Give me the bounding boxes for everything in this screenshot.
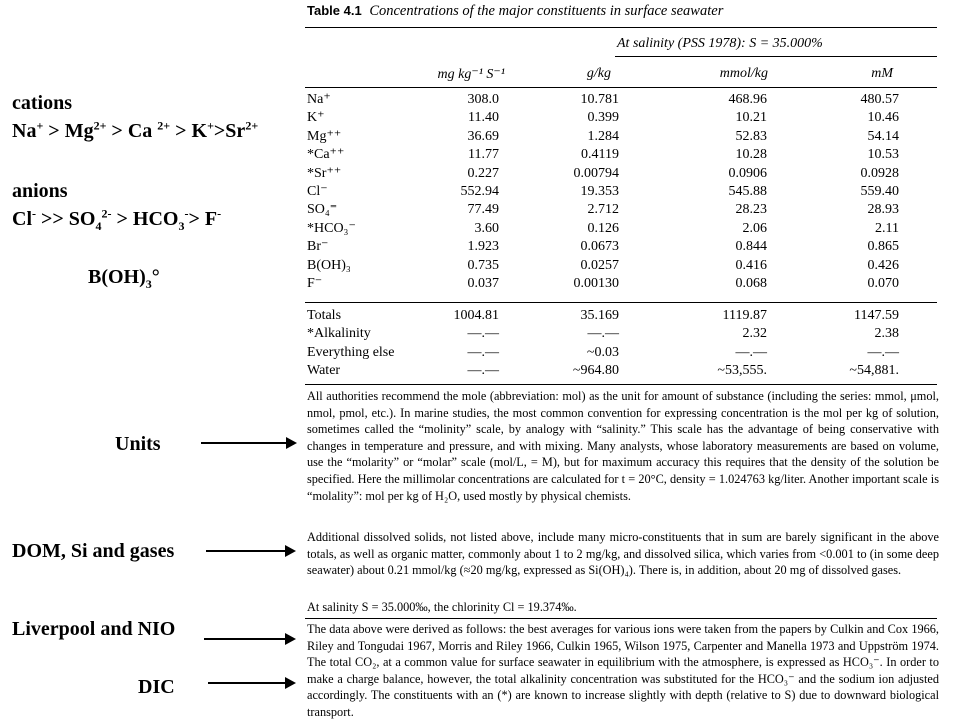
mmol-cell: 468.96	[728, 92, 767, 107]
species-cell: K⁺	[307, 110, 325, 126]
species-cell: Mg⁺⁺	[307, 128, 342, 144]
species-cell: Everything else	[307, 344, 395, 360]
gkg-cell: 0.00130	[573, 276, 619, 291]
mmol-cell: 10.21	[735, 110, 767, 126]
liverpool-arrow-icon	[204, 638, 286, 640]
species-cell: Totals	[307, 308, 342, 323]
table-row	[305, 238, 937, 256]
gkg-cell: ~0.03	[586, 344, 619, 360]
mmol-cell: 2.32	[742, 326, 767, 342]
table-row	[305, 220, 937, 238]
mmol-cell: ~53,555.	[717, 363, 767, 379]
table-row	[305, 109, 937, 127]
mm-cell: 0.0928	[860, 165, 899, 181]
species-cell: *Ca⁺⁺	[307, 147, 345, 163]
mg-cell: 77.49	[467, 202, 499, 218]
mm-cell: ~54,881.	[849, 363, 899, 379]
table-row	[305, 183, 937, 201]
dic-label: DIC	[138, 676, 175, 698]
mg-cell: 0.037	[467, 276, 499, 291]
column-header-mm: mM	[871, 66, 893, 81]
table-caption: Concentrations of the major constituents in surface seawater	[369, 3, 724, 19]
totals-row	[305, 344, 937, 362]
mg-cell: 3.60	[474, 220, 499, 236]
table-bottom-rule	[305, 384, 937, 385]
totals-row	[305, 325, 937, 343]
cations-order: $Na^+ > Mg^{2+} > Ca$ $^{2+} > K^+>Sr^{2+}$	[12, 118, 259, 142]
mg-cell: 11.77	[468, 147, 499, 163]
dom-arrow-icon	[206, 550, 286, 552]
mm-cell: 28.93	[867, 202, 899, 218]
dom-label: DOM, Si and gases	[12, 540, 175, 562]
mmol-cell: 2.06	[742, 220, 767, 236]
mg-cell: 0.735	[467, 257, 499, 273]
gkg-cell: ~964.80	[572, 363, 619, 379]
mmol-cell: 0.068	[735, 276, 767, 291]
table-row	[305, 201, 937, 219]
column-header-mmol: mmol/kg	[719, 66, 768, 81]
mm-cell: 0.865	[867, 239, 899, 255]
mmol-cell: 0.844	[735, 239, 767, 255]
mm-cell: 54.14	[867, 128, 899, 144]
mg-cell: 552.94	[460, 184, 499, 199]
column-header-mg: mg kg⁻¹ S⁻¹	[437, 67, 505, 82]
boric-acid-label: $B(OH)_3^\circ$	[88, 266, 160, 291]
totals-rule	[305, 302, 937, 303]
mg-cell: 1.923	[467, 239, 499, 255]
mg-cell: 1004.81	[453, 308, 499, 323]
book-page	[305, 0, 943, 720]
mmol-cell: 0.416	[735, 257, 767, 273]
mg-cell: —.—	[467, 363, 499, 379]
table-row	[305, 275, 937, 293]
species-cell: *Sr⁺⁺	[307, 165, 342, 181]
totals-row	[305, 362, 937, 380]
species-cell: Br⁻	[307, 239, 329, 255]
dic-arrow-icon	[208, 682, 286, 684]
table-row	[305, 146, 937, 164]
table-row	[305, 91, 937, 109]
anions-order: $Cl^- >> SO_4^{2-} > HCO_3^-> F^-$	[12, 206, 222, 233]
header-rule	[305, 87, 937, 88]
gkg-cell: 0.4119	[581, 147, 619, 163]
gkg-cell: 19.353	[580, 184, 619, 199]
mm-cell: 2.38	[874, 326, 899, 342]
table-row	[305, 128, 937, 146]
table-row	[305, 257, 937, 275]
species-cell: Cl⁻	[307, 184, 328, 199]
mmol-cell: 545.88	[728, 184, 767, 199]
mm-cell: 10.53	[867, 147, 899, 163]
species-cell: *Alkalinity	[307, 326, 371, 342]
gkg-cell: 35.169	[580, 308, 619, 323]
notes-rule	[305, 618, 937, 619]
source-paragraph: The data above were derived as follows: the best averages for various ions were taken from the papers by Culkin and Cox 1966, Riley and Tongudai 1967, Morris and Riley 1966, Culkin 1965, Wilson 1975, Carpenter and Manella 1973 and Uppström 1974. The total CO₂, at a common value for surface seawater in equilibrium with the atmosphere, is expressed as HCO₃⁻. In order to make a charge balance, however, the total alkalinity concentration was substituted for the HCO₃⁻ and the sodium ion adjusted accordingly. The constituents with an (*) are known to increase slightly with depth (relative to S) due to downward biological transport.	[307, 622, 939, 719]
gkg-cell: 0.0673	[580, 239, 619, 255]
totals-row	[305, 307, 937, 325]
dom-paragraph: Additional dissolved solids, not listed above, include many micro-constituents that in sum are barely significant in the above totals, as well as organic matter, commonly about 1 to 2 mg/kg, and dissolved silica, which varies from <0.001 to (in some deep seawater) about 0.21 mmol/kg (≈20 mg/kg, expressed as Si(OH)₄). There is, in addition, about 20 mg of dissolved gases.	[307, 530, 939, 578]
units-label: Units	[115, 433, 161, 455]
mmol-cell: 28.23	[735, 202, 767, 218]
gkg-cell: 10.781	[580, 92, 619, 107]
species-cell: B(OH)₃	[307, 257, 351, 273]
mg-cell: 308.0	[467, 92, 499, 107]
mmol-cell: 10.28	[735, 147, 767, 163]
mm-cell: 0.070	[867, 276, 899, 291]
table-row	[305, 165, 937, 183]
units-arrow-icon	[201, 442, 287, 444]
chlorinity-paragraph: At salinity S = 35.000‰, the chlorinity Cl = 19.374‰.	[307, 600, 577, 614]
salinity-header: At salinity (PSS 1978): S = 35.000%	[617, 36, 823, 51]
species-cell: Na⁺	[307, 92, 331, 107]
mm-cell: 559.40	[860, 184, 899, 199]
units-paragraph: All authorities recommend the mole (abbreviation: mol) as the unit for amount of substance (including the series: mmol, μmol, nmol, pmol, etc.). In marine studies, the most common convention for expressing concentration is the mol per kg of solution, sometimes called the “molinity” scale, by analogy with “salinity.” This scale has the advantage of being conservative with changes in temperature and pressure, and with mixing. Many analysts, whose laboratory measurements are based on volume, use the “molarity” or “molar” scale (mol/L, = M), but for maximum accuracy this requires that the density of the solution be specified. Here the millimolar concentrations are calculated for t = 20°C, density = 1.024763 kg/liter. Another important scale is “molality”: mol per kg of H₂O, used mostly by physical chemists.	[307, 389, 939, 503]
gkg-cell: 0.00794	[573, 165, 619, 181]
mm-cell: 0.426	[867, 257, 899, 273]
mg-cell: —.—	[467, 344, 499, 360]
species-cell: *HCO₃⁻	[307, 220, 356, 236]
gkg-cell: —.—	[587, 326, 619, 342]
species-cell: F⁻	[307, 276, 323, 291]
mm-cell: 10.46	[867, 110, 899, 126]
liverpool-label: Liverpool and NIO	[12, 618, 176, 640]
mm-cell: 1147.59	[854, 308, 899, 323]
mmol-cell: 0.0906	[728, 165, 767, 181]
mg-cell: 11.40	[468, 110, 499, 126]
table-top-rule	[305, 27, 937, 28]
mm-cell: 480.57	[860, 92, 899, 107]
gkg-cell: 0.399	[587, 110, 619, 126]
species-cell: SO₄⁼	[307, 202, 338, 218]
column-header-gkg: g/kg	[586, 66, 611, 81]
mg-cell: 0.227	[467, 165, 499, 181]
gkg-cell: 0.0257	[580, 257, 619, 273]
cations-heading: cations	[12, 92, 72, 114]
mg-cell: —.—	[467, 326, 499, 342]
mmol-cell: —.—	[735, 344, 767, 360]
mm-cell: —.—	[867, 344, 899, 360]
mmol-cell: 1119.87	[722, 308, 767, 323]
anions-heading: anions	[12, 180, 68, 202]
mg-cell: 36.69	[467, 128, 499, 144]
species-cell: Water	[307, 363, 341, 379]
gkg-cell: 0.126	[587, 220, 619, 236]
salinity-rule	[615, 56, 937, 57]
gkg-cell: 1.284	[587, 128, 619, 144]
mm-cell: 2.11	[875, 220, 899, 236]
gkg-cell: 2.712	[587, 202, 619, 218]
mmol-cell: 52.83	[735, 128, 767, 144]
table-title	[307, 3, 723, 20]
table-number: Table 4.1	[307, 3, 362, 18]
